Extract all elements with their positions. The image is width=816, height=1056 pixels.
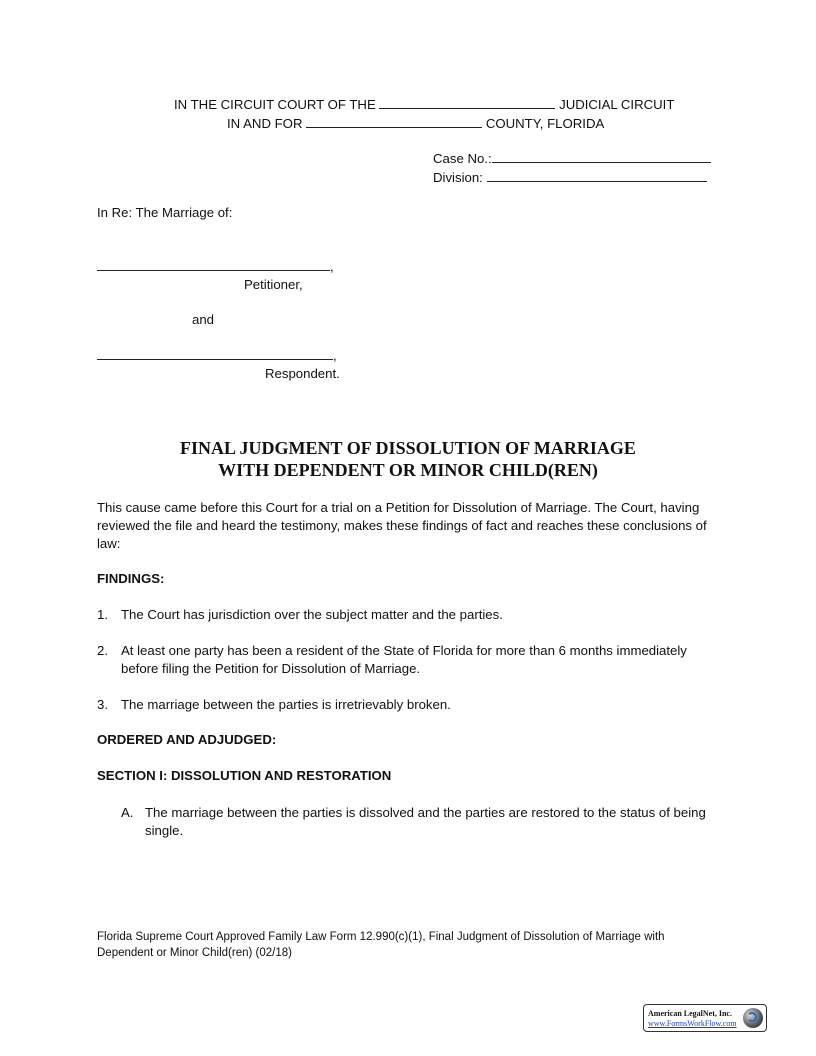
- document-title: [0, 437, 816, 481]
- finding-number: 3.: [97, 697, 108, 712]
- county-prefix: IN AND FOR: [227, 116, 303, 131]
- respondent-name-row: [97, 347, 337, 363]
- title-line2: WITH DEPENDENT OR MINOR CHILD(REN): [218, 460, 598, 480]
- finding-text: The marriage between the parties is irretrievably broken.: [121, 697, 451, 712]
- intro-paragraph: This cause came before this Court for a trial on a Petition for Dissolution of Marriage. The Court, having reviewed the file and heard the testimony, makes these findings of fact and reaches these conclusions of law:: [97, 500, 707, 551]
- ordered-heading: ORDERED AND ADJUDGED:: [97, 732, 277, 747]
- form-footer: Florida Supreme Court Approved Family Law Form 12.990(c)(1), Final Judgment of Dissolution of Marriage with Dependent or Minor Child(ren) (02/18): [97, 931, 665, 959]
- finding-text: At least one party has been a resident of the State of Florida for more than 6 months immediately before filing the Petition for Dissolution of Marriage.: [121, 643, 687, 676]
- findings-heading: FINDINGS:: [97, 571, 165, 586]
- order-text: The marriage between the parties is dissolved and the parties are restored to the status of being single.: [145, 805, 706, 838]
- division-field[interactable]: [487, 169, 707, 182]
- court-header-prefix: IN THE CIRCUIT COURT OF THE: [174, 97, 376, 112]
- finding-number: 1.: [97, 607, 108, 622]
- logo-website-link[interactable]: www.FormsWorkFlow.com: [648, 1019, 737, 1028]
- logo-company-name: American LegalNet, Inc.: [648, 1009, 732, 1018]
- court-header-line2: [227, 115, 604, 131]
- petitioner-name-field[interactable]: [97, 258, 330, 271]
- court-header-suffix: JUDICIAL CIRCUIT: [559, 97, 675, 112]
- globe-icon: [743, 1008, 763, 1028]
- finding-number: 2.: [97, 643, 108, 658]
- respondent-label: Respondent.: [265, 366, 340, 381]
- title-line1: FINAL JUDGMENT OF DISSOLUTION OF MARRIAGE: [180, 438, 636, 458]
- respondent-name-field[interactable]: [97, 347, 333, 360]
- court-header-line1: [174, 96, 674, 112]
- vendor-logo[interactable]: [643, 1004, 767, 1032]
- respondent-comma: ,: [333, 348, 337, 363]
- division-label: Division:: [433, 170, 483, 185]
- circuit-blank-field[interactable]: [379, 96, 555, 109]
- case-number-label: Case No.:: [433, 151, 492, 166]
- case-number-row: [433, 150, 711, 166]
- petitioner-label: Petitioner,: [244, 277, 303, 292]
- finding-text: The Court has jurisdiction over the subject matter and the parties.: [121, 607, 503, 622]
- section1-heading: SECTION I: DISSOLUTION AND RESTORATION: [97, 768, 392, 783]
- and-label: and: [192, 312, 215, 327]
- order-letter: A.: [121, 805, 134, 820]
- county-suffix: COUNTY, FLORIDA: [485, 116, 605, 131]
- petitioner-name-row: [97, 258, 334, 274]
- case-number-field[interactable]: [492, 150, 711, 163]
- in-re-label: In Re: The Marriage of:: [97, 205, 233, 220]
- petitioner-comma: ,: [330, 259, 334, 274]
- division-row: [433, 169, 707, 185]
- county-blank-field[interactable]: [306, 115, 482, 128]
